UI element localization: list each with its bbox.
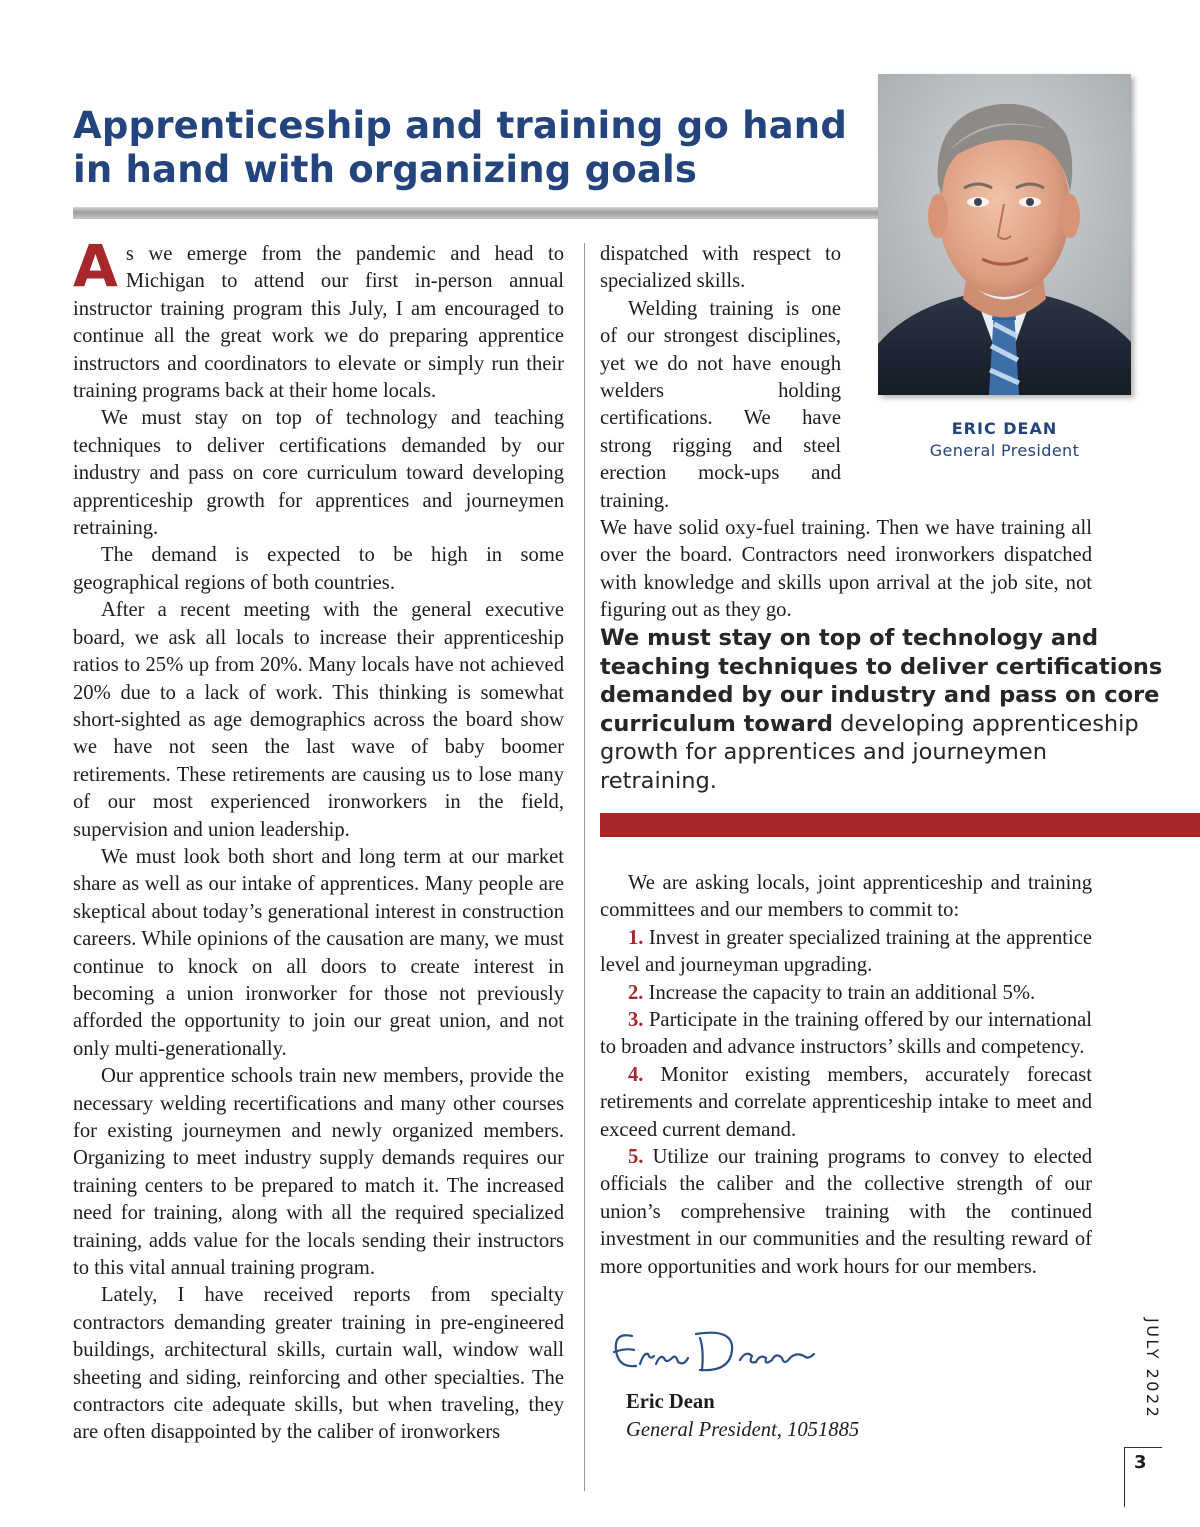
paragraph-5: We must look both short and long term at our market share as well as our intake of apprentices. Many people are skeptical about today’s generational interest in construction careers. While opinions of the causation are many, we must continue to knock on all doors to create interest in becoming a union ironworker for those not previously afforded the opportunity to join our great union, and not only multi-generationally. (73, 845, 564, 1060)
title-underline-bar (73, 207, 879, 219)
pull-quote-bar (600, 813, 1200, 837)
commitment-item: 1. Invest in greater specialized training at the apprentice level and journeyman upgrading. (600, 926, 1092, 977)
paragraph-6: Our apprentice schools train new members, provide the necessary welding recertifications and many other courses for existing journeymen and newly organized members. Organizing to meet industry supply demands requires our training centers to be prepared to match it. The increased need for training, along with all the required specialized training, adds value for the locals sending their instructors to this vital annual training program. (73, 1065, 564, 1280)
caption-name: ERIC DEAN (951, 419, 1058, 438)
welding-paragraph: Welding training is one of our strongest disciplines, yet we do not have enough welders holding certifications. We have strong rigging and steel erection mock-ups and training. (600, 297, 841, 512)
drop-cap: A (73, 232, 118, 300)
page-number-rule-vertical (1124, 1447, 1125, 1507)
caption-role: General President (929, 441, 1080, 460)
paragraph-4: After a recent meeting with the general executive board, we ask all locals to increase their apprenticeship ratios to 25% up from 20%. Many locals have not achieved 20% due to a lack of work. This thinking is somewhat short-sighted as age demographics across the board show we have not seen the last wave of baby boomer retirements. These retirements are causing us to lose many of our most experienced ironworkers in the field, supervision and union leadership. (73, 599, 564, 841)
commitment-item: 5. Utilize our training programs to convey to elected officials the caliber and the collective strength of our union’s comprehensive training with the continued investment in our communities and the resulting reward of more opportunities and work hours for our members. (600, 1146, 1093, 1278)
issue-date: JULY 2022 (1143, 1318, 1162, 1420)
paragraph-2: We must stay on top of technology and teaching techniques to deliver certifications demanded by our industry and pass on core curriculum toward developing apprenticeship growth for apprentices and journeymen retraining. (73, 407, 564, 540)
article-title: Apprenticeship and training go hand in hand with organizing goals (73, 104, 848, 191)
handwritten-signature (604, 1320, 828, 1382)
signatory-name: Eric Dean (626, 1391, 715, 1413)
page-number-rule (1124, 1447, 1162, 1448)
pull-quote-bold: We must stay on top of technology and teaching techniques to deliver certifications demanded by our industry and pass on core curriculum toward (600, 625, 1163, 737)
signatory-title: General President, 1051885 (626, 1419, 860, 1441)
pull-quote-regular: developing apprenticeship growth for apprentices and journeymen retraining. (600, 710, 1139, 794)
welding-paragraph-continued: We have solid oxy-fuel training. Then we have training all over the board. Contractors need ironworkers dispatched with knowledge and skills upon arrival at the job site, not figuring out as they go. (600, 517, 1092, 622)
pull-quote (600, 624, 1170, 796)
column-divider (584, 243, 585, 1491)
left-column (73, 232, 564, 1447)
page-number: 3 (1134, 1452, 1147, 1473)
commitment-item: 4. Monitor existing members, accurately forecast retirements and correlate apprenticeship intake to meet and exceed current demand. (600, 1063, 1092, 1141)
right-column-top (600, 241, 1092, 625)
commitments-intro: We are asking locals, joint apprenticeship and training committees and our members to commit to: (600, 872, 1092, 922)
right-column-bottom (600, 870, 1092, 1281)
commitment-item: 2. Increase the capacity to train an additional 5%. (628, 981, 1036, 1004)
paragraph-3: The demand is expected to be high in some geographical regions of both countries. (73, 544, 564, 594)
commitment-item: 3. Participate in the training offered by our international to broaden and advance instructors’ skills and competency. (600, 1009, 1092, 1059)
continuation-paragraph: dispatched with respect to specialized skills. (600, 243, 841, 293)
paragraph-1: As we emerge from the pandemic and head to Michigan to attend our first in-person annual instructor training program this July, I am encouraged to continue all the great work we do preparing apprentice instructors and coordinators to elevate or simply run their training programs back at their home locals. (73, 232, 564, 403)
paragraph-7: Lately, I have received reports from specialty contractors demanding greater training in pre-engineered buildings, architectural skills, curtain wall, window wall sheeting and siding, reinforcing and other specialties. The contractors cite adequate skills, but when traveling, they are often disappointed by the caliber of ironworkers (73, 1284, 564, 1444)
